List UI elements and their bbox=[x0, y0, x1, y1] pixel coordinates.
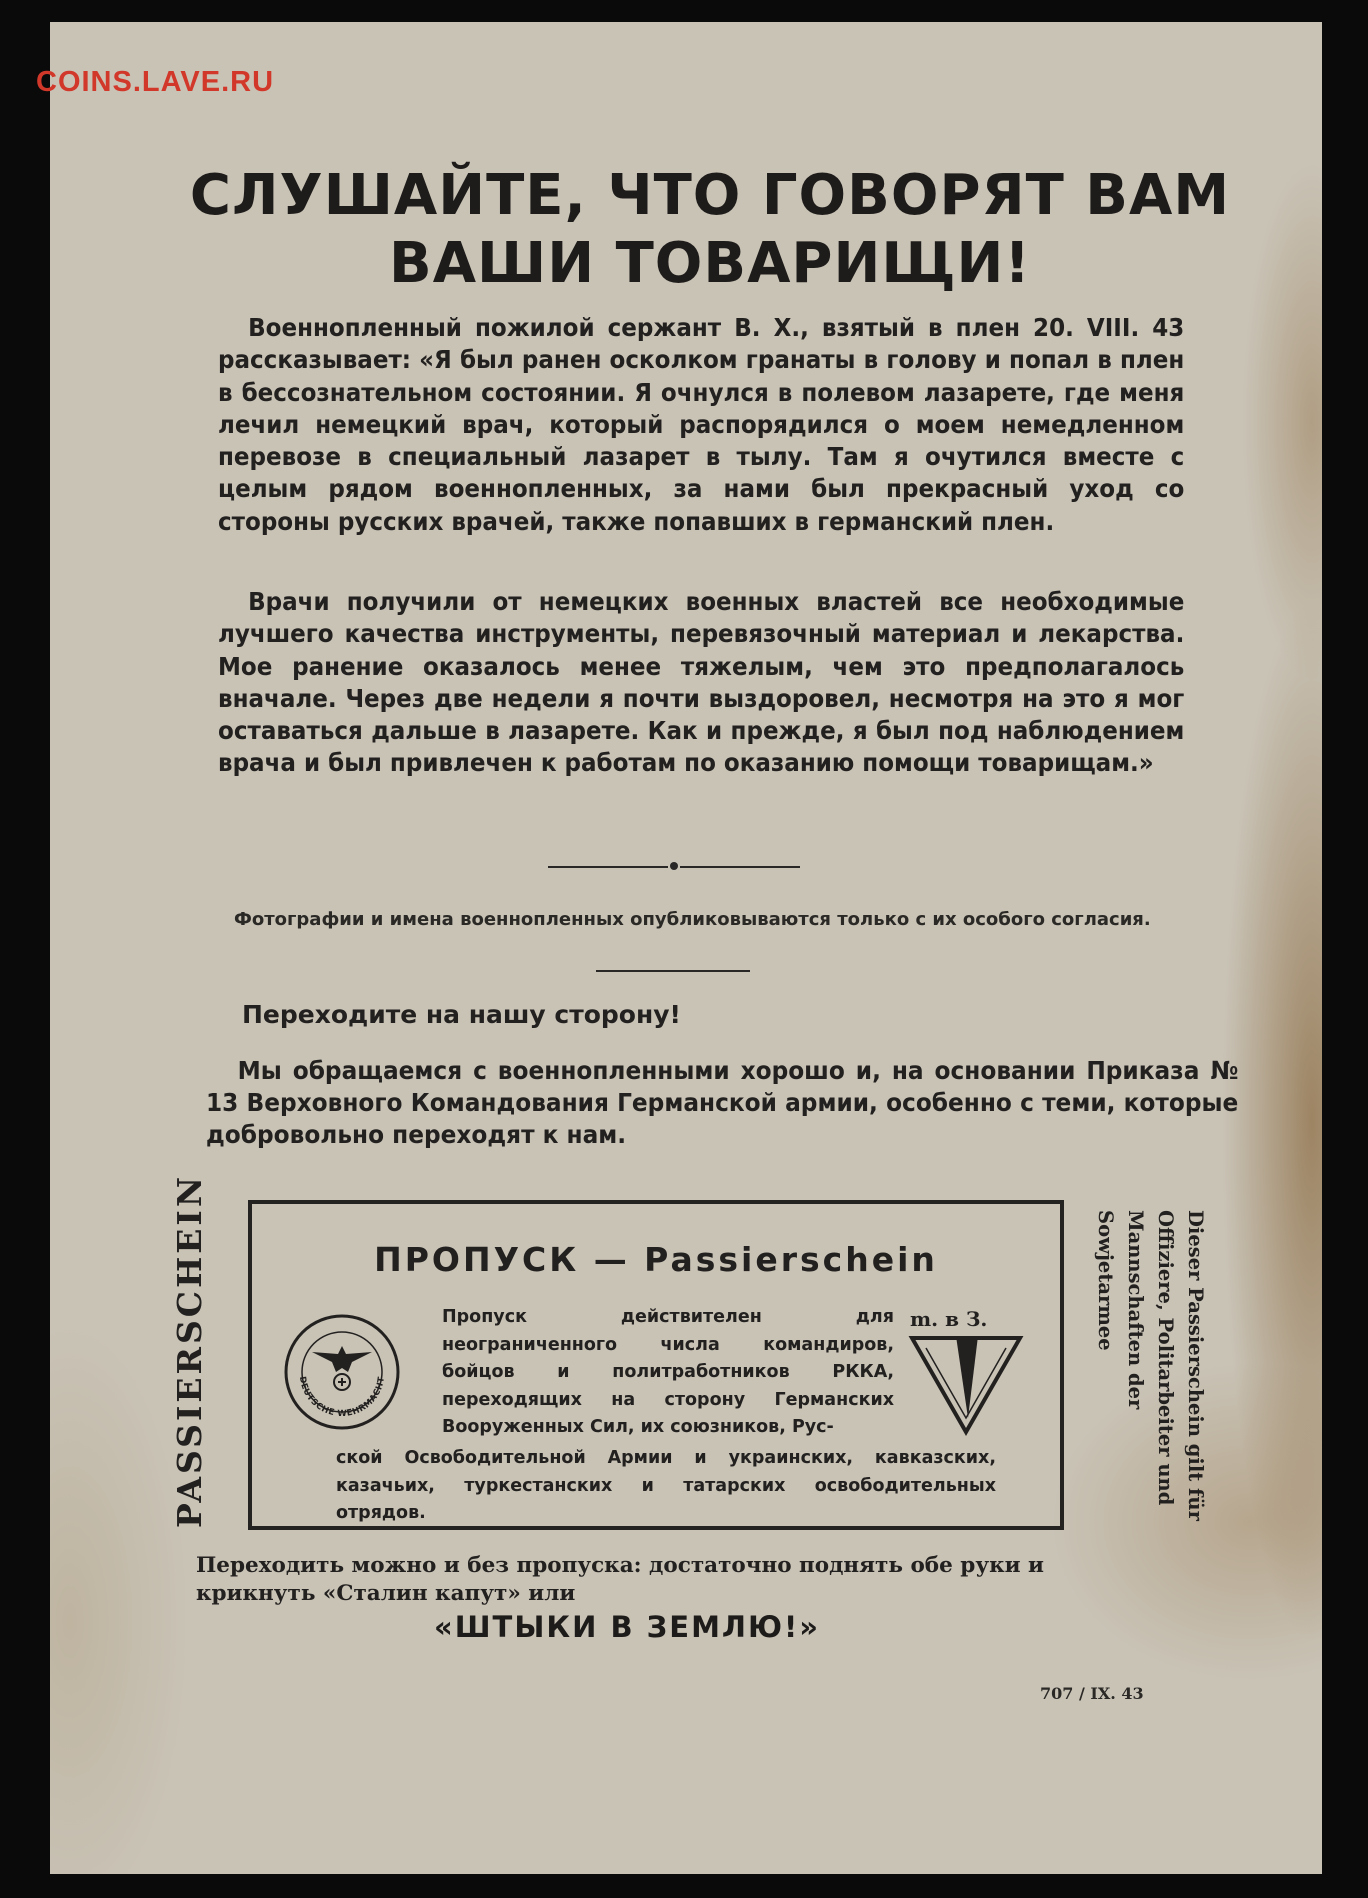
crossover-title: Переходите на нашу сторону! bbox=[242, 1000, 681, 1029]
seal-text: DEUTSCHE WEHRMACHT bbox=[296, 1375, 387, 1420]
german-validity-note bbox=[1090, 1210, 1210, 1540]
badge-text: m. в З. bbox=[910, 1308, 988, 1331]
short-divider bbox=[596, 970, 750, 972]
pass-box bbox=[248, 1200, 1064, 1530]
german-note-line-1: Dieser Passierschein gilt für bbox=[1184, 1210, 1207, 1521]
headline bbox=[150, 162, 1270, 298]
crossover-text: Мы обращаемся с военнопленными хорошо и, на основании Приказа № 13 Верховного Командования Германской армии, особенно с теми, которые добровольно переходят к нам. bbox=[206, 1056, 1239, 1149]
wehrmacht-seal-icon bbox=[282, 1312, 402, 1432]
unit-badge-icon bbox=[906, 1308, 1026, 1438]
pass-body-part-2: ской Освободительной Армии и украинских, кавказских, казачьих, туркестанских и татарских освободительных отрядов. bbox=[336, 1448, 996, 1523]
headline-line-2: ВАШИ ТОВАРИЩИ! bbox=[389, 231, 1031, 296]
headline-line-1: СЛУШАЙТЕ, ЧТО ГОВОРЯТ ВАМ bbox=[189, 163, 1231, 228]
paragraph-1: Военнопленный пожилой сержант В. Х., взятый в плен 20. VIII. 43 рассказывает: «Я был ранен осколком гранаты в голову и попал в плен в бессознательном состоянии. Я очнулся в полевом лазарете, где меня лечил немецкий врач, который распорядился о моем немедленном перевозе в специальный лазарет в тылу. Там я очутился вместе с целым рядом военнопленных, за нами был прекрасный уход со стороны русских врачей, также попавших в германский плен. bbox=[218, 313, 1185, 536]
watermark: COINS.LAVE.RU bbox=[36, 66, 275, 98]
pass-body-part-1: Пропуск действителен для неограниченного числа командиров, бойцов и политработников РККА, переходящих на сторону Германских Вооруженных Сил, их союзников, Рус- bbox=[442, 1307, 894, 1437]
german-note-line-2: Offiziere, Politarbeiter und bbox=[1154, 1210, 1177, 1506]
pass-title: ПРОПУСК — Passierschein bbox=[374, 1240, 938, 1279]
ornament-divider-left bbox=[548, 866, 668, 868]
leaflet-code: 707 / IX. 43 bbox=[1040, 1684, 1144, 1703]
surrender-instructions: Переходить можно и без пропуска: достаточно поднять обе руки и крикнуть «Сталин капут» или bbox=[196, 1553, 1045, 1606]
german-note-line-3: Mannschaften der Sowjetarmee bbox=[1094, 1210, 1147, 1410]
ornament-divider-dot bbox=[670, 862, 678, 870]
passierschein-side-label: PASSIERSCHEIN bbox=[170, 1174, 209, 1528]
photo-consent-note: Фотографии и имена военнопленных опубликовываются только с их особого согласия. bbox=[234, 909, 1151, 930]
paragraph-2: Врачи получили от немецких военных властей все необходимые лучшего качества инструменты, перевязочный материал и лекарства. Мое ранение оказалось менее тяжелым, чем это предполагалось вначале. Через две недели я почти выздоровел, несмотря на это я мог оставаться дальше в лазарете. Как и прежде, я был под наблюдением врача и был привлечен к работам по оказанию помощи товарищам.» bbox=[218, 587, 1185, 778]
ornament-divider-right bbox=[680, 866, 800, 868]
slogan: «ШТЫКИ В ЗЕМЛЮ!» bbox=[434, 1610, 821, 1644]
